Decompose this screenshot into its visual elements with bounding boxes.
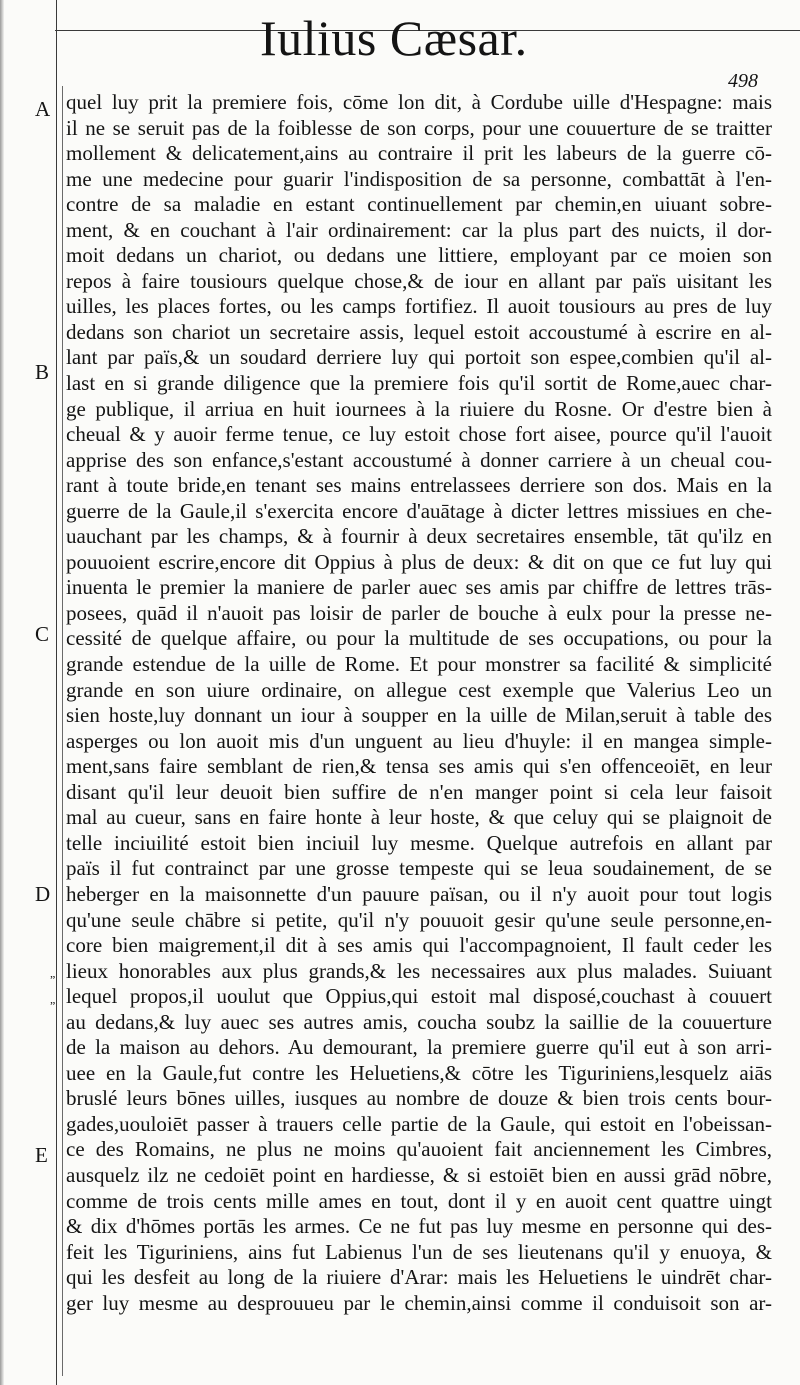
scan-edge [0,0,4,1385]
running-title: Iulius Cæsar. [260,10,528,66]
text-line: ausquelz ilz ne cedoiēt point en hardiesse, & si estoiēt bien en aussi grād nōbre, [66,1162,772,1187]
page-number: 498 [728,70,758,92]
text-line: il ne se seruit pas de la foiblesse de son corps, pour une couuerture de se traitter [66,115,772,140]
text-line: quel luy prit la premiere fois, cōme lon dit, à Cordube uille d'Hespagne: mais [66,90,772,114]
text-line: feit les Tiguriniens, ains fut Labienus l'un de ses lieutenans qu'il y enuoya, & [66,1239,772,1264]
quote-mark: „ [50,966,56,980]
text-line: posees, quād il n'auoit pas loisir de parler de bouche à eulx pour la presse ne- [66,600,772,625]
text-line: lieux honorables aux plus grands,& les necessaires aux plus malades. Suiuant [66,958,772,983]
margin-letter-c: C [35,622,50,646]
text-line: au dedans,& luy auec ses autres amis, coucha soubz la saillie de la couuerture [66,1009,772,1034]
margin-rule-outer [56,0,57,1385]
quote-mark: „ [50,992,56,1006]
text-line: bruslé leurs bōnes uilles, iusques au nombre de douze & bien trois cents bour- [66,1086,772,1111]
text-line: cheual & y auoir ferme tenue, ce luy estoit chose fort aisee, pource qu'il l'auoit [66,422,772,447]
text-line: gades,uouloiēt passer à trauers celle partie de la Gaule, qui estoit en l'obeissan- [66,1111,772,1136]
text-line: inuenta le premier la maniere de parler auec ses amis par chiffre de lettres trās- [66,575,772,600]
text-line: qu'une seule chābre si petite, qu'il n'y pouuoit gesir qu'une seule personne,en- [66,907,772,932]
text-line: dedans son chariot un secretaire assis, lequel estoit accoustumé à escrire en al- [66,319,772,344]
text-line: moit dedans un chariot, ou dedans une littiere, employant par ce moien son [66,243,772,268]
text-line: cessité de quelque affaire, ou pour la multitude de ses occupations, ou pour la [66,626,772,651]
body-text [66,90,772,1316]
text-line: ger luy mesme au desprouueu par le chemin,ainsi comme il conduisoit son ar- [66,1290,772,1315]
text-line: mal au cueur, sans en faire honte à leur hoste, & que celuy qui se plaignoit de [66,805,772,830]
text-line: mollement & delicatement,ains au contraire il prit les labeurs de la guerre cō- [66,141,772,166]
text-line: pouuoient escrire,encore dit Oppius à plus de deux: & dit on que ce fut luy qui [66,549,772,574]
text-line: ce des Romains, ne plus ne moins qu'auoient fait anciennement les Cimbres, [66,1137,772,1162]
text-line: ment, & en couchant à l'air ordinairement: car la plus part des nuicts, il dor- [66,217,772,242]
text-line: repos à faire tousiours quelque chose,& de iour en allant par païs uisitant les [66,268,772,293]
text-line: telle inciuilité estoit bien inciuil luy mesme. Quelque autrefois en allant par [66,830,772,855]
text-line: uilles, les places fortes, ou les camps fortifiez. Il auoit tousiours au pres de luy [66,294,772,319]
text-line: heberger en la maisonnette d'un pauure païsan, ou il n'y auoit pour tout logis [66,881,772,906]
text-line: rant à toute bride,en tenant ses mains entrelassees derriere son dos. Mais en la [66,473,772,498]
text-line: de la maison au dehors. Au demourant, la premiere guerre qu'il eut à son arri- [66,1035,772,1060]
text-line: & dix d'hōmes portās les armes. Ce ne fut pas luy mesme en personne qui des- [66,1214,772,1239]
text-line: uauchant par les champs, & à fournir à deux secretaires ensemble, tāt qu'ilz en [66,524,772,549]
text-line: qui les desfeit au long de la riuiere d'Arar: mais les Heluetiens le uindrēt char- [66,1265,772,1290]
text-line: ge publique, il arriua en huit iournees à la riuiere du Rosne. Or d'estre bien à [66,396,772,421]
margin-letter-a: A [35,97,51,121]
text-line: disant qu'il leur deuoit bien suffire de n'en manger point si cela leur faisoit [66,779,772,804]
margin-letter-e: E [35,1143,48,1167]
text-line: contre de sa maladie en estant continuellement par chemin,en uiuant sobre- [66,192,772,217]
text-line: sien hoste,luy donnant un iour à soupper en la uille de Milan,seruit à table des [66,703,772,728]
text-line: comme de trois cents mille ames en tout, dont il y en auoit cent quattre uingt [66,1188,772,1213]
text-line: grande estendue de la uille de Rome. Et pour monstrer sa facilité & simplicité [66,652,772,677]
text-line: me une medecine pour guarir l'indisposition de sa personne, combattāt à l'en- [66,166,772,191]
text-line: core bien maigrement,il dit à ses amis qui l'accompagnoient, Il fault ceder les [66,933,772,958]
text-line: uee en la Gaule,fut contre les Heluetiens,& cōtre les Tiguriniens,lesquelz aiās [66,1060,772,1085]
text-line: lant par païs,& un soudard derriere luy qui portoit son espee,combien qu'il al- [66,345,772,370]
text-line: païs il fut contrainct par une grosse tempeste qui se leua soudainement, de se [66,856,772,881]
text-line: ment,sans faire semblant de rien,& tensa ses amis qui s'en offenceoiēt, en leur [66,754,772,779]
margin-rule-inner [62,86,63,1376]
text-line: grande en son uiure ordinaire, on allegue cest exemple que Valerius Leo un [66,677,772,702]
margin-letter-d: D [35,882,51,906]
margin-letter-b: B [35,360,50,384]
text-line: lequel propos,il uoulut que Oppius,qui estoit mal disposé,couchast à couuert [66,984,772,1009]
text-line: apprise des son enfance,s'estant accoustumé à donner carriere à un cheual cou- [66,447,772,472]
text-line: asperges ou lon auoit mis d'un unguent au lieu d'huyle: il en mangea simple- [66,728,772,753]
text-line: guerre de la Gaule,il s'exercita encore d'auātage à dicter lettres missiues en che- [66,498,772,523]
text-line: last en si grande diligence que la premiere fois qu'il sortit de Rome,auec char- [66,371,772,396]
